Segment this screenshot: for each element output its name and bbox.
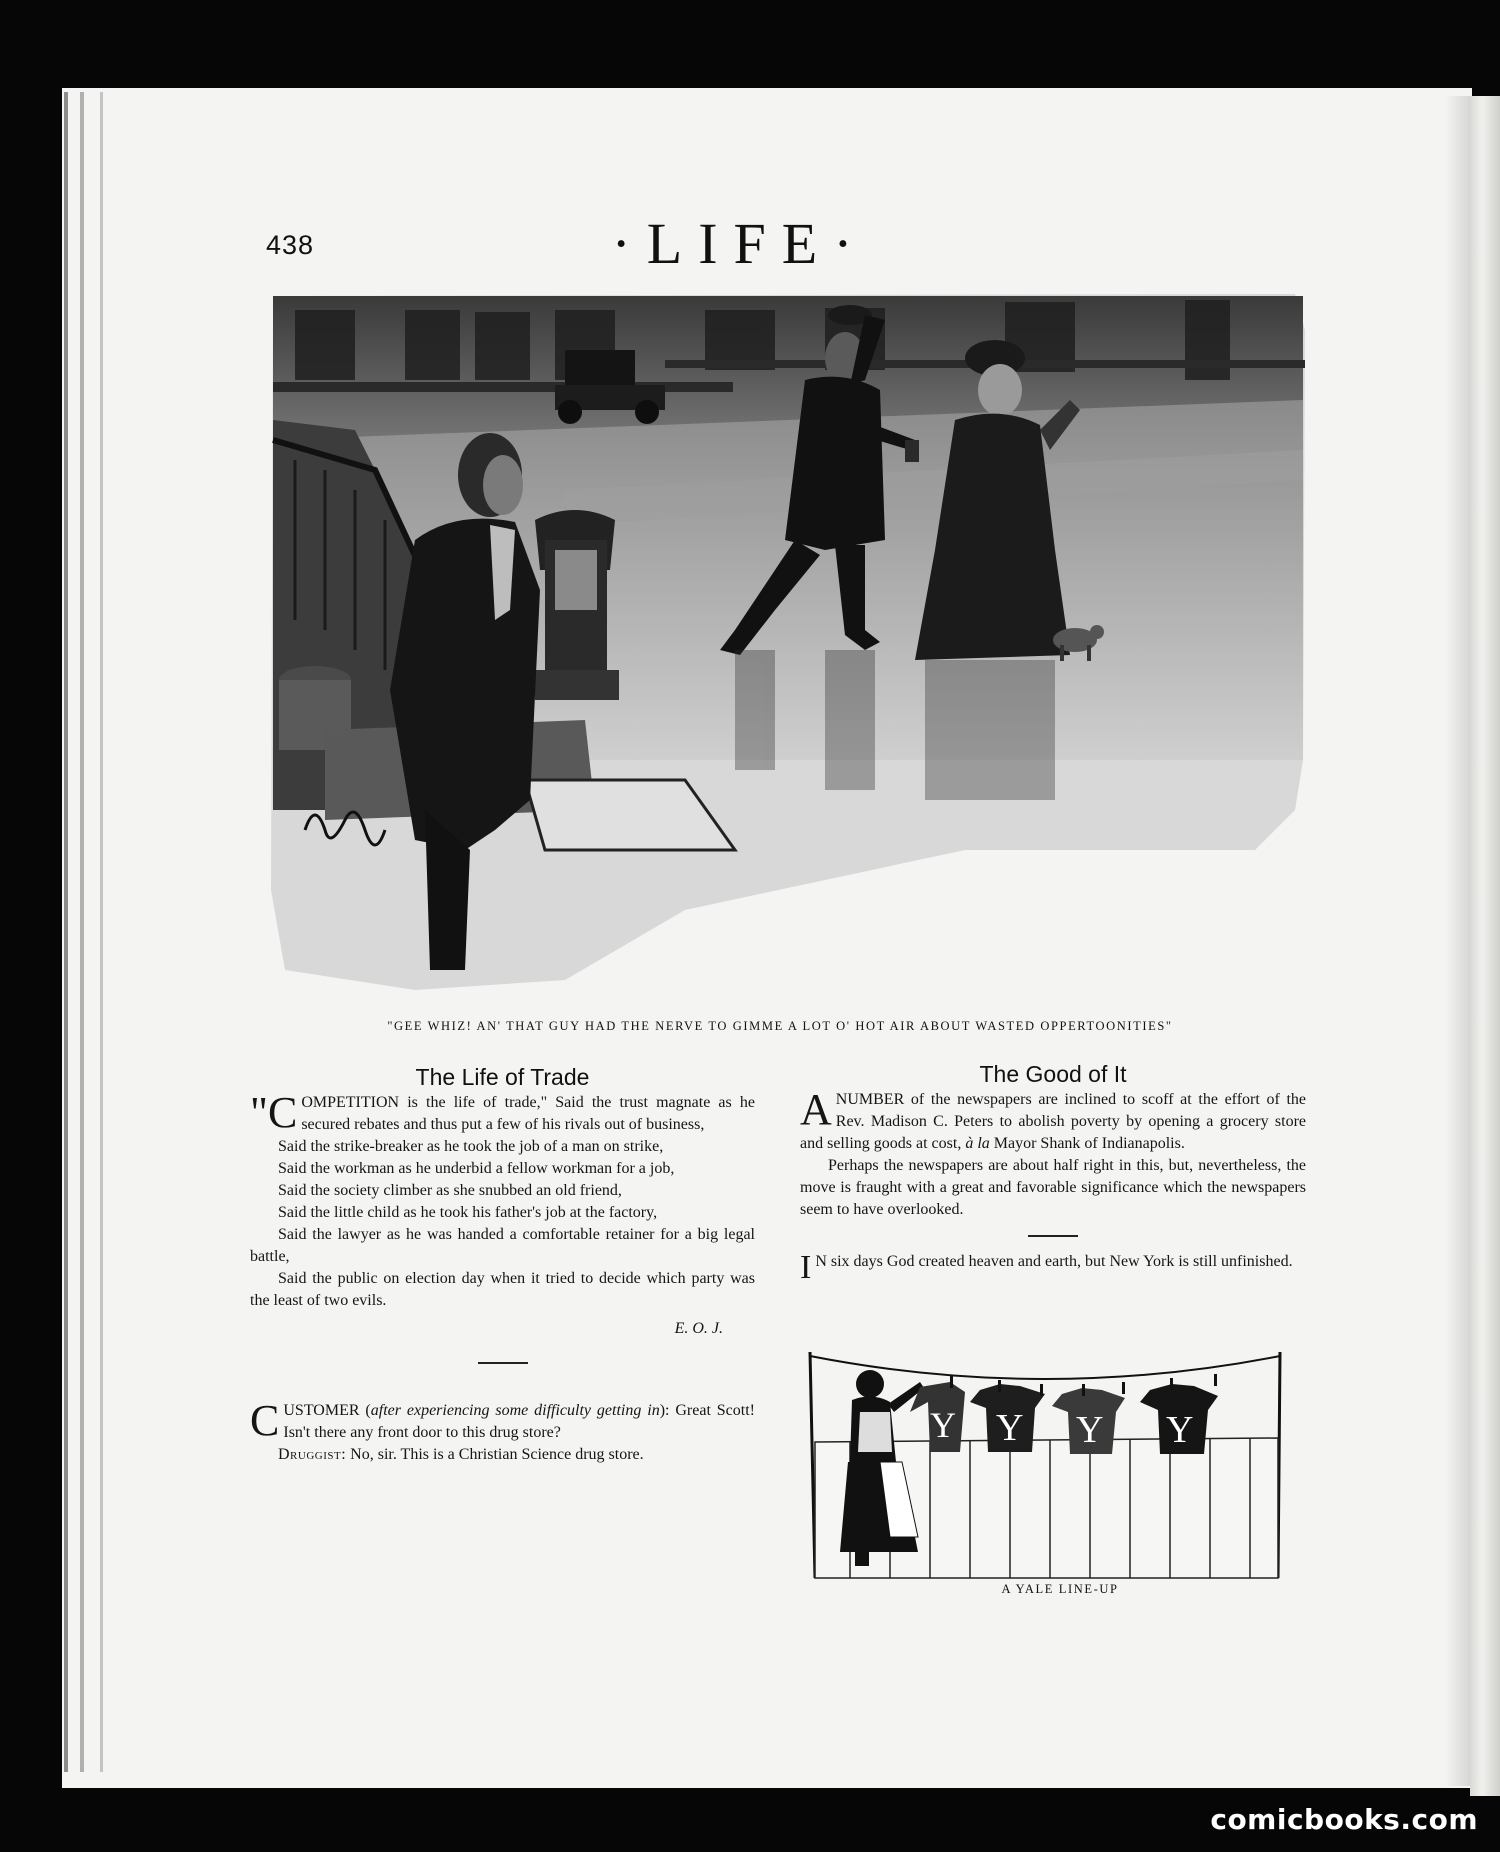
stage-direction: after experiencing some difficulty getting in [370,1402,660,1419]
text-fragment: ): Great Scott! Isn't there any front door to this drug store? [283,1402,755,1441]
page-edge-line [100,92,103,1772]
paragraph [250,1088,755,1137]
drop-cap: I [800,1249,812,1286]
speaker-label: Druggist: [278,1446,347,1463]
magazine-title: ·LIFE· [611,211,869,276]
sweater-letter: Y [930,1405,956,1445]
text-line: Said the strike-breaker as he took the job of a man on strike, [278,1138,664,1155]
text-line: Said the public on election day when it tried to decide which party was the least of two evils. [250,1270,755,1309]
text-line: Said the little child as he took his father's job at the factory, [278,1204,658,1221]
street-post [535,510,619,700]
cartoon-caption: A YALE LINE-UP [1001,1582,1119,1596]
sweater-letter: Y [1076,1409,1104,1451]
text-fragment: NUMBER of the newspapers are inclined to scoff at the effort of the Rev. Madison C. Peters to abolish poverty by opening a grocery store and selling goods at cost, [800,1091,1306,1152]
page-edge-line [64,92,68,1772]
text-line: Said the workman as he underbid a fellow workman for a job, [278,1160,675,1177]
gutter-shadow [1445,96,1470,1786]
text-fragment: Mayor Shank of Indianapolis. [993,1135,1185,1152]
yale-cartoon [800,1342,1310,1588]
text-fragment: USTOMER ( [283,1402,371,1419]
illustration-caption: "GEE WHIZ! AN' THAT GUY HAD THE NERVE TO GIMME A LOT O' HOT AIR ABOUT WASTED OPPERTOONITIES" [387,1019,1173,1033]
text-fragment: N six days God created heaven and earth, but New York is still unfinished. [815,1253,1293,1270]
paragraph [800,1085,1306,1155]
text-line: Said the lawyer as he was handed a comfortable retainer for a big legal battle, [250,1226,755,1265]
next-page-edge [1470,96,1500,1796]
quip-paragraph [800,1249,1306,1286]
page-number: 438 [266,230,315,260]
signature: E. O. J. [674,1320,723,1337]
paragraph: Perhaps the newspapers are about half right in this, but, nevertheless, the move is fraught with a great and favorable significance which the newspapers seem to have overlooked. [800,1157,1306,1218]
divider-rule [478,1362,528,1364]
page-edge-line [80,92,84,1772]
drop-cap: A [800,1085,832,1134]
text-line: Said the society climber as she snubbed an old friend, [278,1182,622,1199]
italic-phrase: à la [965,1135,990,1152]
text-fragment: No, sir. This is a Christian Science drug store. [350,1446,644,1463]
watermark: comicbooks.com [1210,1803,1478,1836]
drop-cap: "C [250,1088,298,1137]
sweater-letter: Y [1166,1409,1194,1451]
divider-rule [1028,1235,1078,1237]
article-title-life-of-trade: The Life of Trade [415,1064,590,1090]
sweater-letter: Y [996,1407,1024,1449]
text-line: OMPETITION is the life of trade," Said the trust magnate as he secured rebates and thus put a few of his rivals out of business, [301,1094,755,1133]
left-column [250,1066,755,1466]
right-column [800,1061,1306,1286]
article-title-good-of-it: The Good of It [979,1061,1127,1087]
main-illustration [265,290,1308,990]
joke-paragraph [250,1396,755,1445]
joke-reply [250,1444,755,1466]
drop-cap: C [250,1396,280,1445]
